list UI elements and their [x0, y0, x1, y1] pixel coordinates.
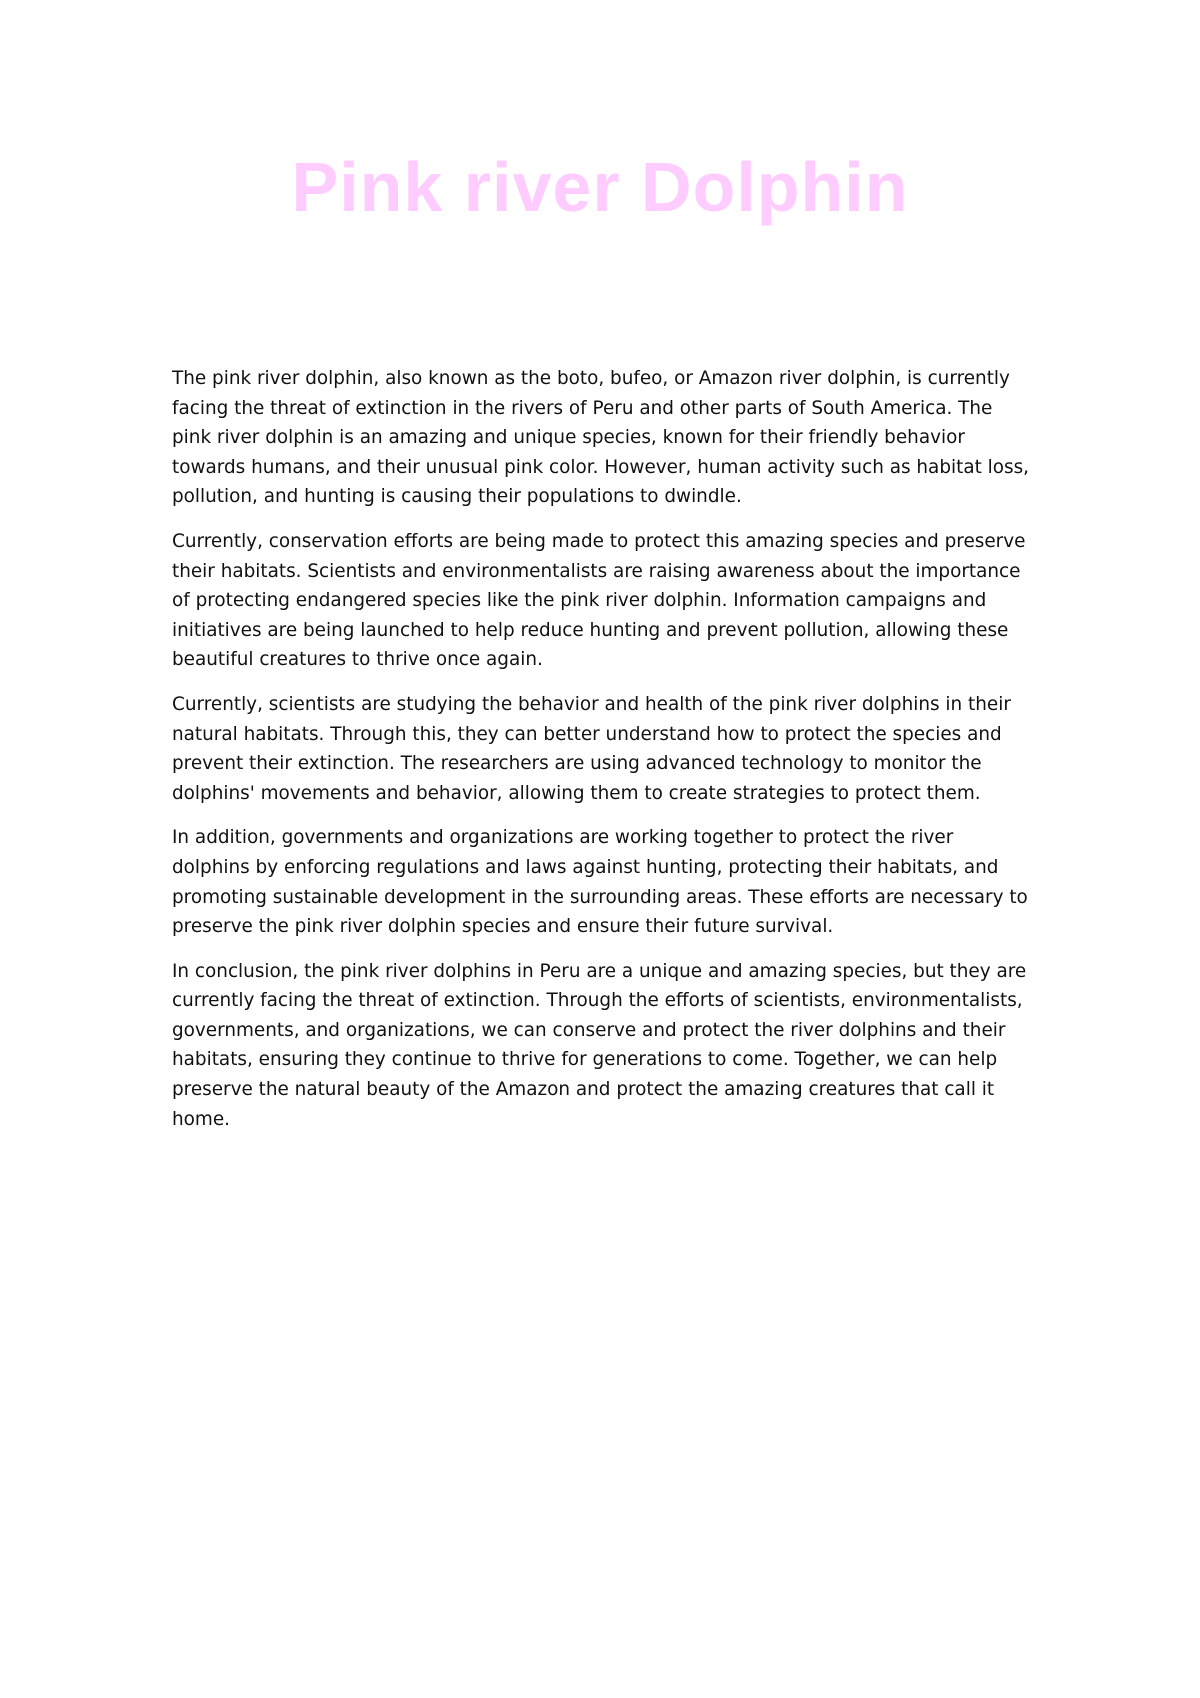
document-title: Pink river Dolphin	[291, 148, 909, 226]
paragraph-3: Currently, scientists are studying the behavior and health of the pink river dolphins in their natural habitats. Through this, they can better understand how to protect the species and prevent their extinction. The researchers are using advanced technology to monitor the dolphins' movements and behavior, allowing them to create strategies to protect them.	[172, 693, 1011, 804]
paragraph-5: In conclusion, the pink river dolphins in Peru are a unique and amazing species, but they are currently facing the threat of extinction. Through the efforts of scientists, environmentalists, governments, and organizations, we can conserve and protect the river dolphins and their habitats, ensuring they continue to thrive for generations to come. Together, we can help preserve the natural beauty of the Amazon and protect the amazing creatures that call it home.	[172, 960, 1027, 1130]
paragraph-2: Currently, conservation efforts are being made to protect this amazing species and preserve their habitats. Scientists and environmentalists are raising awareness about the importance of protecting endangered species like the pink river dolphin. Information campaigns and initiatives are being launched to help reduce hunting and prevent pollution, allowing these beautiful creatures to thrive once again.	[172, 530, 1026, 671]
paragraph-4: In addition, governments and organizations are working together to protect the river dolphins by enforcing regulations and laws against hunting, protecting their habitats, and promoting sustainable development in the surrounding areas. These efforts are necessary to preserve the pink river dolphin species and ensure their future survival.	[172, 827, 1028, 938]
paragraph-1: The pink river dolphin, also known as the boto, bufeo, or Amazon river dolphin, is currently facing the threat of extinction in the rivers of Peru and other parts of South America. The pink river dolphin is an amazing and unique species, known for their friendly behavior towards humans, and their unusual pink color. However, human activity such as habitat loss, pollution, and hunting is causing their populations to dwindle.	[172, 368, 1030, 508]
document-body	[172, 364, 1030, 1149]
